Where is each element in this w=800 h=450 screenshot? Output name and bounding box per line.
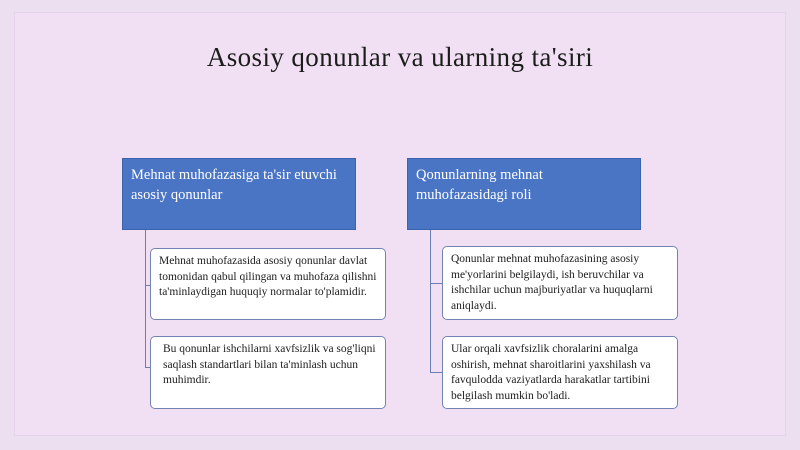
column-2-item-2: Ular orqali xavfsizlik choralarini amalga oshirish, mehnat sharoitlarini yaxshilash va favqulodda vaziyatlarda harakatlar tartibini belgilash mumkin bo'ladi. bbox=[442, 336, 678, 409]
column-2-connector-branch-2 bbox=[430, 372, 442, 373]
column-1-header: Mehnat muhofazasiga ta'sir etuvchi asosiy qonunlar bbox=[122, 158, 356, 230]
column-2-item-1: Qonunlar mehnat muhofazasining asosiy me'yorlarini belgilaydi, ish beruvchilar va ishchilar uchun majburiyatlar va huquqlarni aniqlaydi. bbox=[442, 246, 678, 320]
column-2-connector-vertical bbox=[430, 230, 431, 373]
slide-title: Asosiy qonunlar va ularning ta'siri bbox=[206, 42, 594, 72]
column-1-connector-vertical bbox=[145, 230, 146, 368]
column-2-header: Qonunlarning mehnat muhofazasidagi roli bbox=[407, 158, 641, 230]
column-2-connector-branch-1 bbox=[430, 283, 442, 284]
column-1-item-2: Bu qonunlar ishchilarni xavfsizlik va sog'liqni saqlash standartlari bilan ta'minlash uchun muhimdir. bbox=[150, 336, 386, 409]
column-1-item-1: Mehnat muhofazasida asosiy qonunlar davlat tomonidan qabul qilingan va muhofaza qilishni ta'minlaydigan huquqiy normalar to'plamidir. bbox=[150, 248, 386, 320]
